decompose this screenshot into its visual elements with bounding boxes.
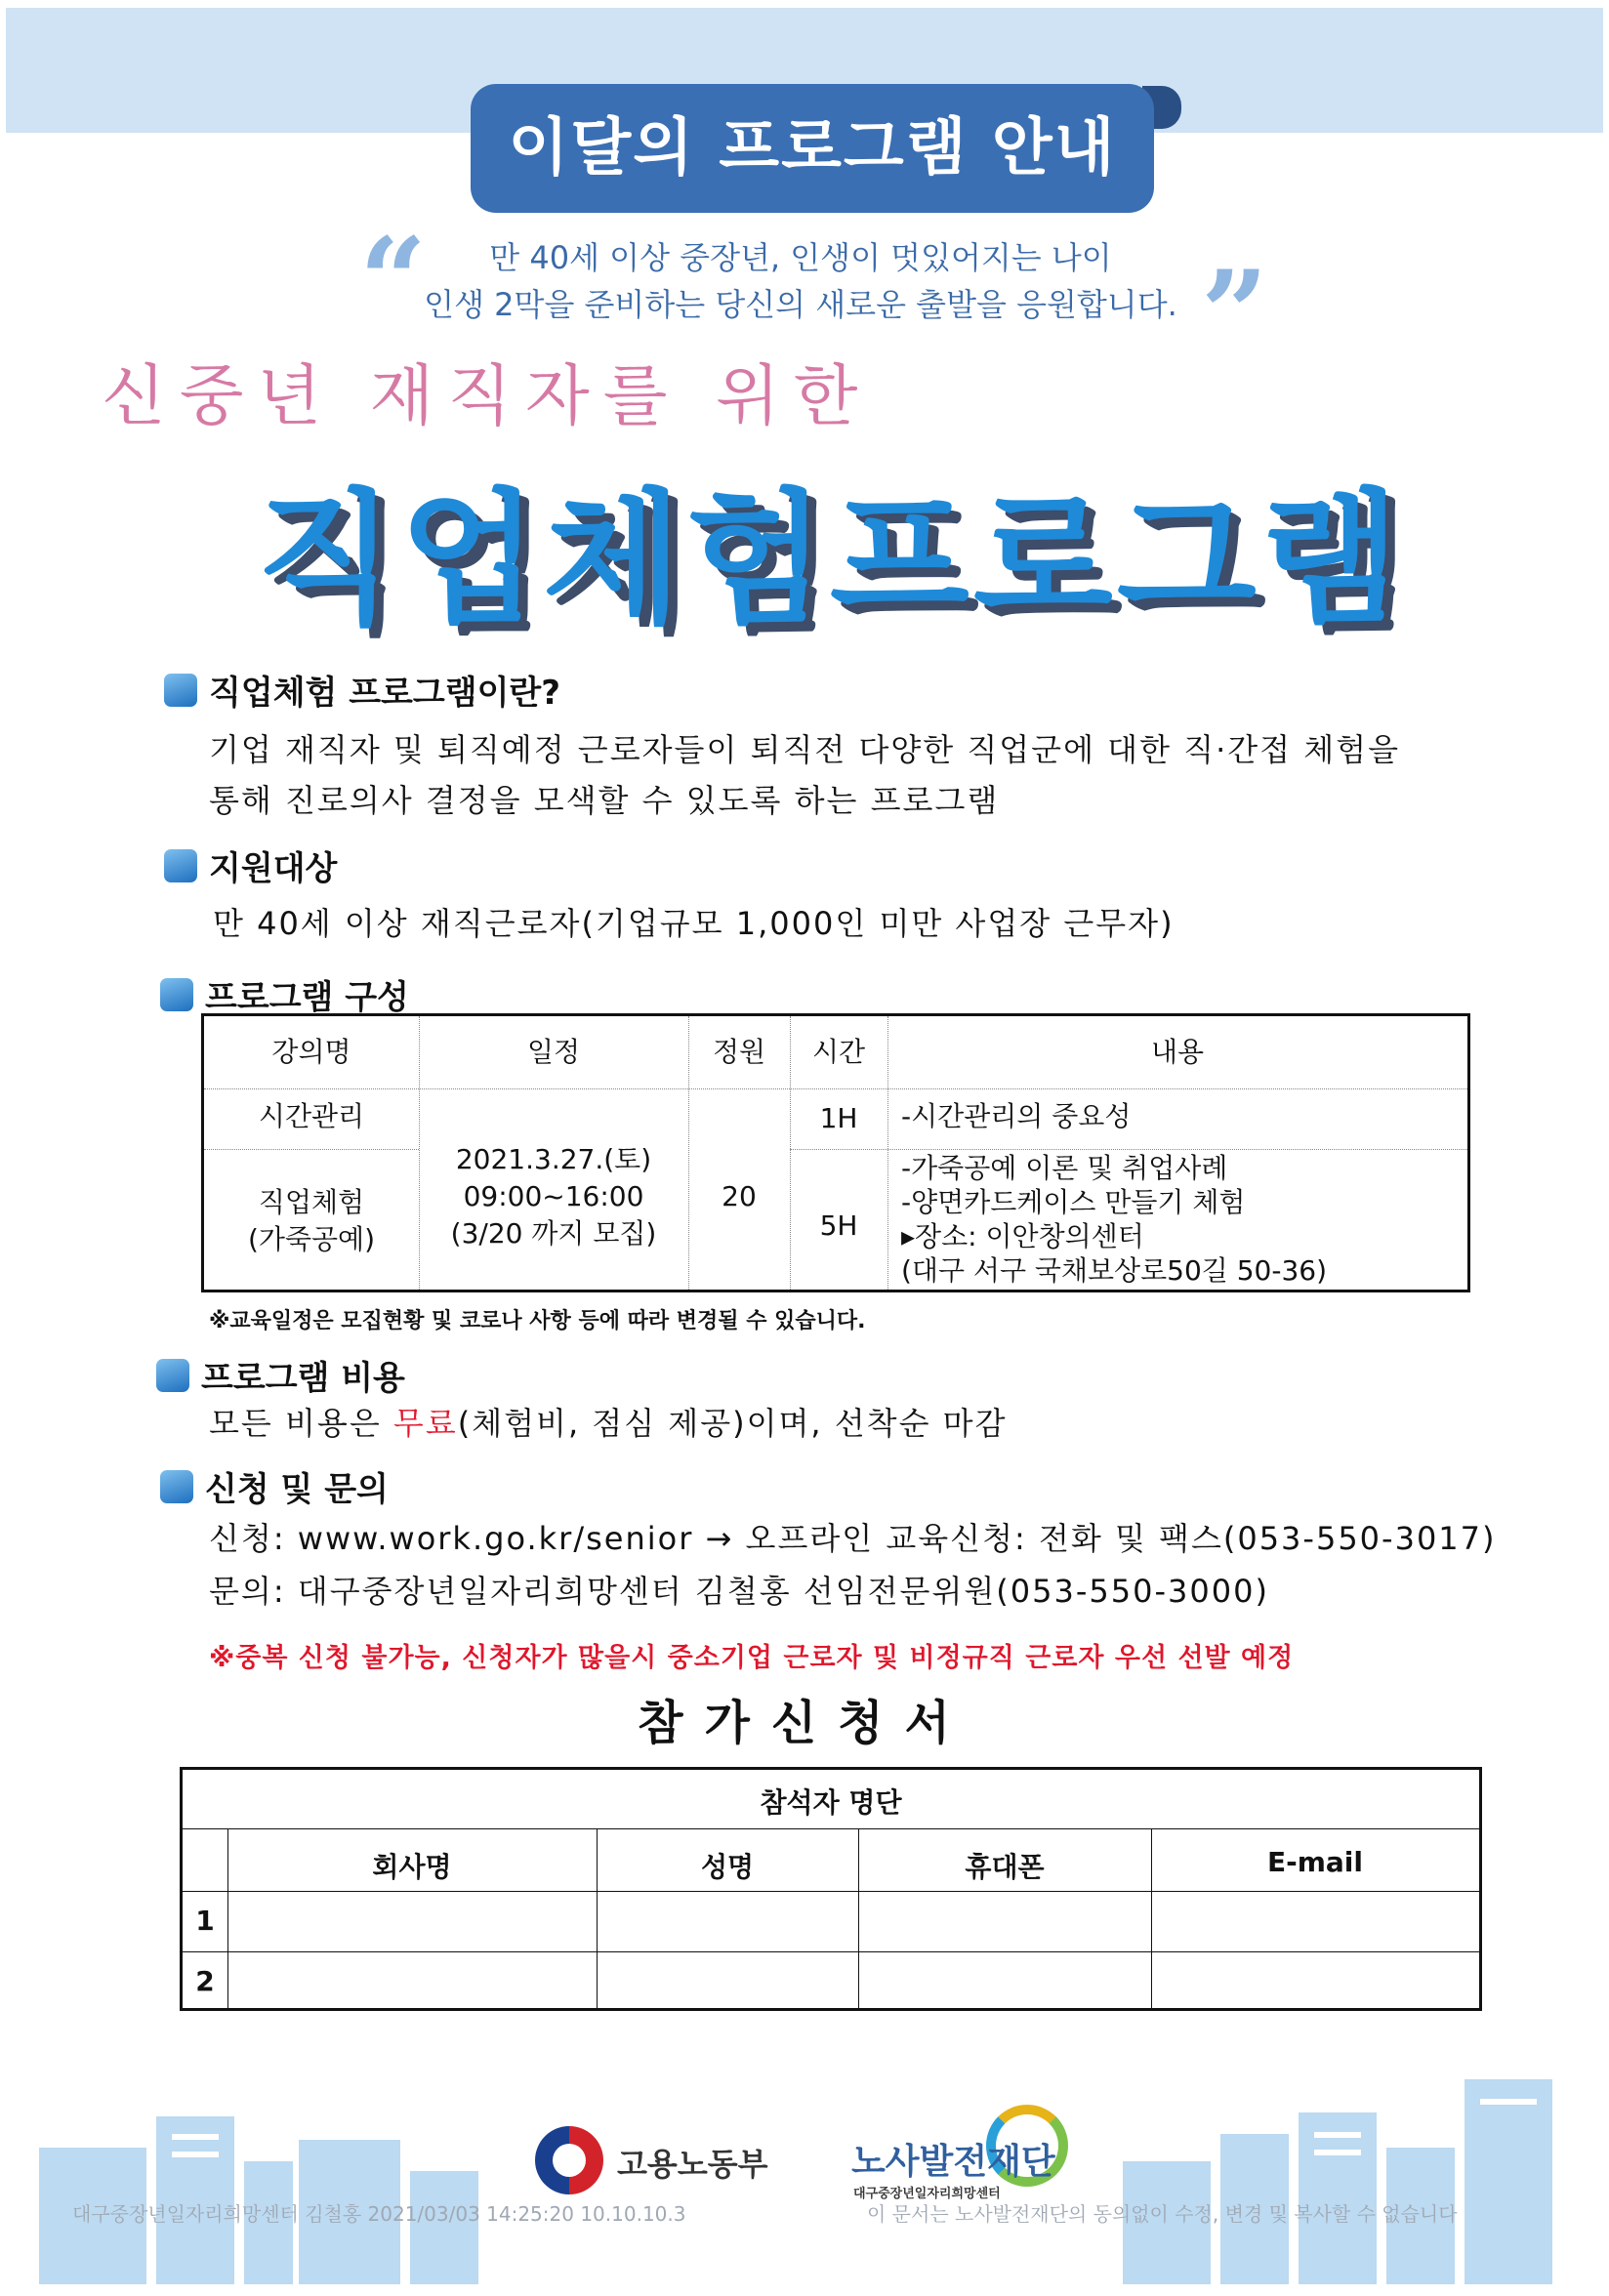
watermark-right: 이 문서는 노사발전재단의 동의없이 수정, 변경 및 복사할 수 없습니다 <box>867 2202 1458 2226</box>
quote-open-icon: “ <box>359 212 428 349</box>
intro-line-1: 만 40세 이상 중장년, 인생이 멋있어지는 나이 <box>489 239 1112 276</box>
row2-content-line: ▸장소: 이안창의센터 <box>901 1220 1144 1252</box>
cost-suffix: (체험비, 점심 제공)이며, 선착순 마감 <box>457 1405 1008 1442</box>
bullet-icon <box>160 978 193 1011</box>
section-heading-program <box>160 970 409 1018</box>
col-header-name: 강의명 <box>271 1036 351 1068</box>
row2-content <box>901 1151 1327 1288</box>
cost-prefix: 모든 비용은 <box>209 1405 393 1442</box>
col-header-content: 내용 <box>1150 1036 1205 1068</box>
application-form <box>180 1767 1482 2011</box>
capacity-cell: 20 <box>722 1180 757 1212</box>
form-caption: 참석자 명단 <box>760 1786 902 1819</box>
page-banner: 이달의 프로그램 안내 <box>471 84 1154 213</box>
bullet-icon <box>164 849 197 882</box>
intro-text <box>371 234 1230 328</box>
quote-close-icon: ” <box>1201 245 1269 383</box>
table-divider <box>790 1149 1467 1150</box>
section-heading-text: 직업체험 프로그램이란? <box>209 674 560 713</box>
section-heading-apply <box>160 1462 389 1510</box>
row1-hours: 1H <box>819 1102 858 1134</box>
subtitle: 신중년 재직자를 위한 <box>102 358 872 435</box>
cost-free: 무료 <box>392 1405 458 1442</box>
schedule-deadline: (3/20 까지 모집) <box>450 1217 657 1250</box>
col-header-schedule: 일정 <box>526 1036 581 1068</box>
watermark-left: 대구중장년일자리희망센터 김철홍 2021/03/03 14:25:20 10.10.10.3 <box>72 2202 686 2226</box>
col-header-capacity: 정원 <box>712 1036 766 1068</box>
section-heading-cost <box>156 1351 405 1399</box>
form-divider <box>183 1828 1479 1829</box>
form-col-email: E-mail <box>1266 1846 1363 1878</box>
form-col-company: 회사명 <box>372 1851 452 1883</box>
row2-name-line2: (가죽공예) <box>247 1223 376 1255</box>
schedule-note: ※교육일정은 모집현황 및 코로나 사항 등에 따라 변경될 수 있습니다. <box>209 1309 866 1333</box>
foundation-name: 노사발전재단 <box>851 2142 1055 2182</box>
building <box>1465 2079 1552 2284</box>
foundation-subname: 대구중장년일자리희망센터 <box>853 2187 1001 2201</box>
form-row-number: 1 <box>195 1905 215 1937</box>
row2-content-line: (대구 서구 국채보상로50길 50-36) <box>901 1254 1328 1287</box>
apply-warning: ※중복 신청 불가능, 신청자가 많을시 중소기업 근로자 및 비정규직 근로자 우선 선발 예정 <box>209 1643 1295 1673</box>
schedule-cell <box>419 1141 688 1252</box>
form-divider <box>183 1951 1479 1952</box>
building-window <box>172 2134 219 2140</box>
target-text: 만 40세 이상 재직근로자(기업규모 1,000인 미만 사업장 근무자) <box>213 905 1175 942</box>
table-divider <box>204 1149 419 1150</box>
building-window <box>172 2152 219 2157</box>
building-window <box>1480 2099 1537 2105</box>
row1-content: -시간관리의 중요성 <box>901 1100 1132 1132</box>
section-heading-text: 프로그램 비용 <box>201 1359 405 1398</box>
ministry-name: 고용노동부 <box>617 2146 768 2183</box>
bullet-icon <box>164 674 197 707</box>
schedule-date: 2021.3.27.(토) <box>455 1143 652 1175</box>
form-col-name: 성명 <box>700 1851 755 1883</box>
building <box>410 2171 478 2284</box>
row1-name: 시간관리 <box>258 1100 365 1132</box>
section-heading-text: 프로그램 구성 <box>205 978 409 1017</box>
bullet-icon <box>160 1470 193 1503</box>
apply-line-1: 신청: www.work.go.kr/senior → 오프라인 교육신청: 전화 및 팩스(053-550-3017) <box>209 1520 1497 1557</box>
building-window <box>1314 2150 1361 2155</box>
ministry-logo-center <box>553 2144 586 2177</box>
row2-name-line1: 직업체험 <box>258 1186 365 1218</box>
what-line-1: 기업 재직자 및 퇴직예정 근로자들이 퇴직전 다양한 직업군에 대한 직·간접 체험을 <box>209 731 1400 768</box>
intro-line-2: 인생 2막을 준비하는 당신의 새로운 출발을 응원합니다. <box>424 286 1177 323</box>
form-col-phone: 휴대폰 <box>965 1851 1045 1883</box>
row2-hours: 5H <box>819 1210 858 1242</box>
col-header-hours: 시간 <box>811 1036 866 1068</box>
row2-content-line: -가죽공예 이론 및 취업사례 <box>901 1152 1228 1184</box>
section-heading-what <box>164 666 560 714</box>
what-line-2: 통해 진로의사 결정을 모색할 수 있도록 하는 프로그램 <box>209 782 1000 819</box>
section-heading-text: 지원대상 <box>209 849 338 888</box>
schedule-time: 09:00~16:00 <box>463 1180 644 1212</box>
apply-line-2: 문의: 대구중장년일자리희망센터 김철홍 선임전문위원(053-550-3000) <box>209 1573 1269 1610</box>
section-heading-text: 신청 및 문의 <box>205 1470 389 1509</box>
row2-name <box>204 1184 419 1258</box>
section-heading-target <box>164 841 337 889</box>
cost-text <box>209 1398 1008 1449</box>
bullet-icon <box>156 1359 189 1392</box>
form-title: 참가신청서 <box>638 1696 971 1750</box>
main-title: 직업체험프로그램 <box>256 475 1404 643</box>
form-row-number: 2 <box>195 1965 215 1997</box>
building-window <box>1314 2132 1361 2138</box>
form-divider <box>183 1891 1479 1892</box>
row2-content-line: -양면카드케이스 만들기 체험 <box>901 1186 1246 1218</box>
program-table <box>201 1013 1470 1292</box>
